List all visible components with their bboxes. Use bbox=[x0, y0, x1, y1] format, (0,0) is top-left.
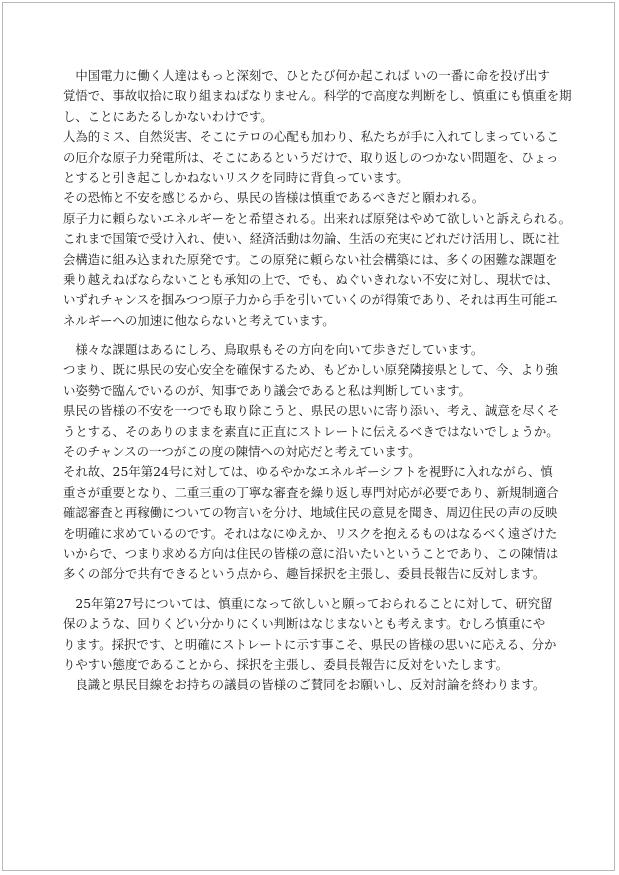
text-line: ネルギーへの加速に他ならないと考えています。 bbox=[63, 312, 335, 328]
text-line: 良識と県民目線をお持ちの議員の皆様のご賛同をお願いし、反対討論を終わります。 bbox=[63, 677, 546, 693]
text-line: 重さが重要となり、二重三重の丁寧な審査を繰り返し専門対応が必要であり、新規制適合 bbox=[63, 484, 559, 500]
paragraph-gap bbox=[63, 331, 563, 340]
text-line: を明確に求めているのです。それはなにゆえか、リスクを抱えるものはなるべく遠ざけた bbox=[63, 525, 558, 541]
text-line: 覚悟で、事故収拾に取り組まねばなりません。科学的で高度な判断をし、慎重にも慎重を期 bbox=[63, 88, 572, 104]
text-line: 原子力に頼らないエネルギーをと希望される。出来れば原発はやめて欲しいと訴えられる。 bbox=[63, 210, 572, 226]
text-line: そのチャンスの一つがこの度の陳情への対応だと考えています。 bbox=[63, 444, 421, 460]
text-line: うとする、そのありのままを素直に正直にストレートに伝えるべきではないでしょうか。 bbox=[63, 423, 559, 439]
text-line: 会構造に組み込まれた原発です。この原発に頼らない社会構築には、多くの困難な課題を bbox=[63, 251, 558, 267]
text-line: 中国電力に働く人達はもっと深刻で、ひとたび何か起これば いの一番に命を投げ出す bbox=[63, 68, 550, 83]
text-line: 保のような、回りくどい分かりにくい判断はなじまないとも考えます。むしろ慎重にや bbox=[63, 616, 546, 632]
text-line: いずれチャンスを掴みつつ原子力から手を引いていくのが得策であり、それは再生可能エ bbox=[63, 292, 558, 308]
paragraph-gap bbox=[63, 585, 563, 594]
text-line: 様々な課題はあるにしろ、鳥取県もその方向を向いて歩きだしています。 bbox=[63, 342, 484, 358]
text-line: 25年第27号については、慎重になって欲しいと願っておられることに対して、研究留 bbox=[63, 595, 553, 611]
text-line: つまり、既に県民の安心安全を確保するため、もどかしい原発隣接県として、今、より強 bbox=[63, 362, 558, 378]
document-page bbox=[2, 2, 615, 871]
text-line: し、ことにあたるしかないわけです。 bbox=[63, 108, 273, 124]
text-line: 確認審査と再稼働についての物言いを分け、地域住民の意見を聞き、周辺住民の声の反映 bbox=[63, 505, 558, 521]
text-line: 多くの部分で共有できるという点から、趣旨採択を主張し、委員長報告に反対します。 bbox=[63, 566, 546, 582]
text-line: りやすい態度であることから、採択を主張し、委員長報告に反対をいたします。 bbox=[63, 656, 509, 672]
text-line: いからで、つまり求める方向は住民の皆様の意に沿いたいということであり、この陳情は bbox=[63, 545, 559, 561]
text-line: 乗り越えねばならないことも承知の上で、でも、ぬぐいきれない不安に対し、現状では、 bbox=[63, 271, 559, 287]
text-line: その恐怖と不安を感じるから、県民の皆様は慎重であるべきだと願われる。 bbox=[63, 190, 485, 206]
document-body bbox=[63, 66, 572, 696]
text-line: い姿勢で臨んでいるのが、知事であり議会であると私は判断しています。 bbox=[63, 382, 471, 398]
text-line: ります。採択です、と明確にストレートに示す事こそ、県民の皆様の思いに応える、分か bbox=[63, 636, 557, 652]
text-line: の厄介な原子力発電所は、そこにあるというだけで、取り返しのつかない問題を、ひょっ bbox=[63, 149, 559, 165]
text-line: とすると引き起こしかねないリスクを同時に背負っています。 bbox=[63, 169, 409, 185]
text-line: 県民の皆様の不安を一つでも取り除こうと、県民の思いに寄り添い、考え、誠意を尽くそ bbox=[63, 403, 560, 419]
text-line: これまで国策で受け入れ、使い、経済活動は勿論、生活の充実にどれだけ活用し、既に社 bbox=[63, 231, 560, 247]
text-line: それ故、25年第24号に対しては、ゆるやかなエネルギーシフトを視野に入れながら、慎 bbox=[63, 464, 553, 480]
text-line: 人為的ミス、自然災害、そこにテロの心配も加わり、私たちが手に入れてしまっているこ bbox=[63, 129, 559, 145]
